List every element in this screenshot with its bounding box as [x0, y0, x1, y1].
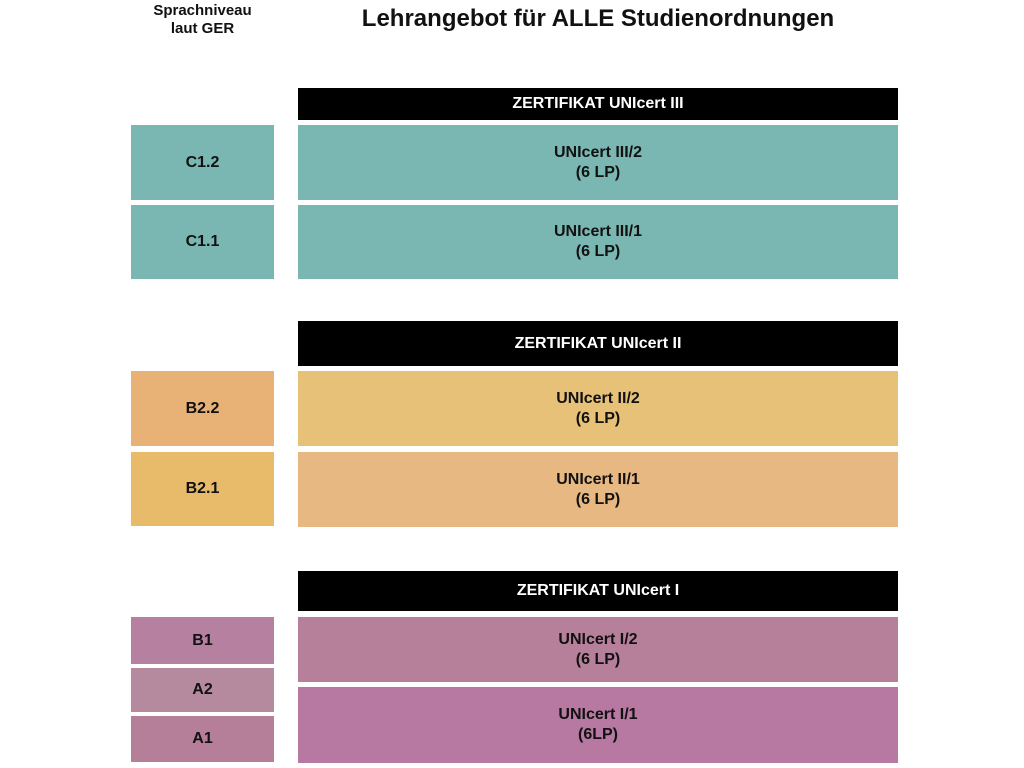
level-header-line-2: laut GER	[170, 20, 235, 37]
course-box-unicert-3-1	[298, 205, 898, 279]
page-title: Lehrangebot für ALLE Studienordnungen	[361, 5, 835, 32]
course-name: UNIcert II/1	[556, 470, 640, 488]
level-box-b2-1: B2.1	[131, 452, 274, 526]
course-box-unicert-3-2	[298, 125, 898, 200]
level-box-c1-1: C1.1	[131, 205, 274, 279]
course-credits: (6 LP)	[575, 490, 621, 508]
course-credits: (6 LP)	[575, 409, 621, 427]
level-box-a2: A2	[131, 668, 274, 712]
level-box-a1: A1	[131, 716, 274, 762]
course-credits: (6 LP)	[575, 243, 621, 260]
level-box-c1-2: C1.2	[131, 125, 274, 200]
course-name: UNIcert II/2	[556, 389, 640, 407]
level-box-b1: B1	[131, 617, 274, 664]
course-box-unicert-1-1	[298, 687, 898, 763]
level-column-header	[130, 2, 275, 38]
course-credits: (6 LP)	[575, 650, 621, 668]
certificate-bar-unicert-1: ZERTIFIKAT UNIcert I	[298, 571, 898, 611]
course-box-unicert-2-1	[298, 452, 898, 527]
course-credits: (6LP)	[578, 726, 618, 743]
certificate-bar-unicert-3: ZERTIFIKAT UNIcert III	[298, 88, 898, 120]
course-name: UNIcert I/2	[558, 630, 638, 648]
level-header-line-1: Sprachniveau	[153, 2, 252, 19]
course-box-unicert-1-2	[298, 617, 898, 682]
course-credits: (6 LP)	[575, 163, 621, 181]
course-name: UNIcert III/1	[553, 223, 643, 240]
level-box-b2-2: B2.2	[131, 371, 274, 446]
course-box-unicert-2-2	[298, 371, 898, 446]
course-name: UNIcert III/2	[553, 143, 643, 161]
course-name: UNIcert I/1	[558, 706, 638, 723]
certificate-bar-unicert-2: ZERTIFIKAT UNIcert II	[298, 321, 898, 366]
